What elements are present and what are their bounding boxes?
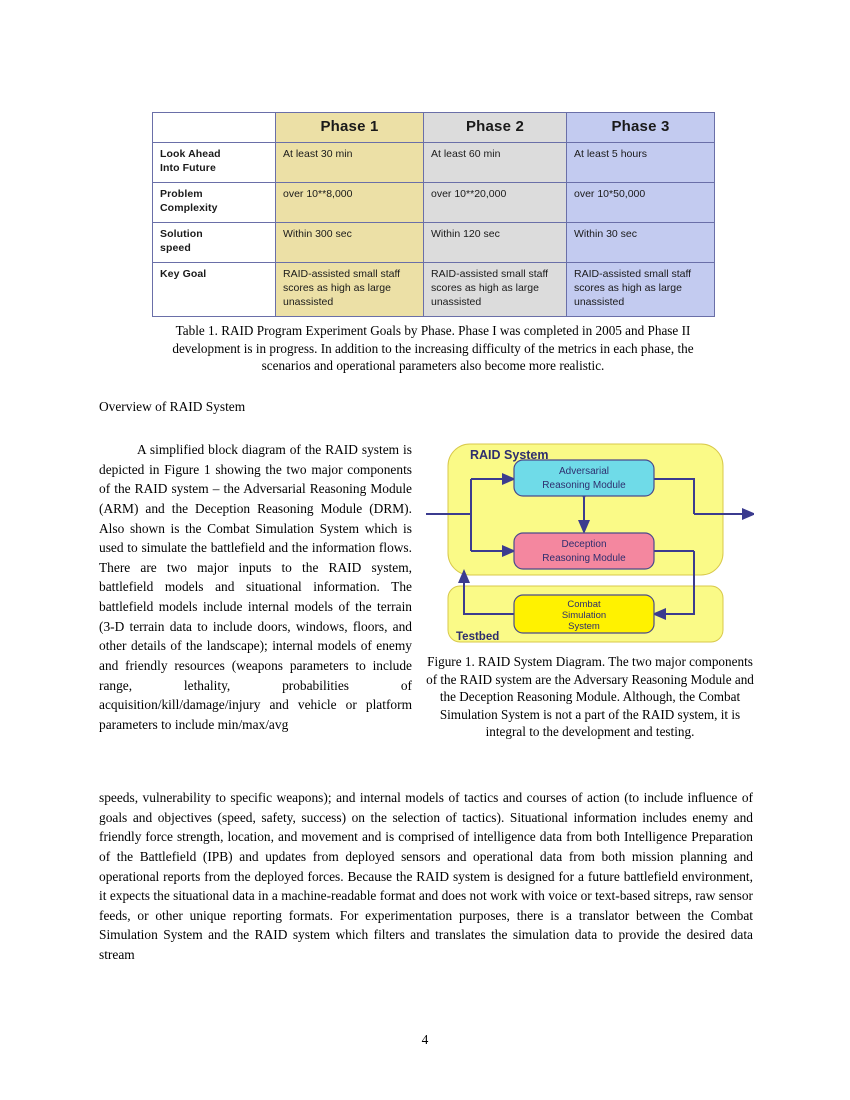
row-label-line2: speed [160,241,191,254]
row-label-line2: Into Future [160,161,216,174]
cell-look-ahead-p2: At least 60 min [424,142,567,182]
table-corner-cell [153,113,276,143]
row-label-line1: Look Ahead [160,147,221,160]
row-label-line2: Complexity [160,201,218,214]
cell-problem-complexity-p2: over 10**20,000 [424,182,567,222]
figure-caption: Figure 1. RAID System Diagram. The two major components of the RAID system are the Adversary Reasoning Module and the Deception Reasoning Module. Although, the Combat Simulation System is not a part of the RAID system, it is integral to the development and testing. [426,654,754,740]
arm-label-line2: Reasoning Module [542,480,626,491]
row-label-line1: Key Goal [160,267,207,280]
table-header-phase-3: Phase 3 [567,113,715,143]
table-header-phase-2: Phase 2 [424,113,567,143]
cell-key-goal-p1: RAID-assisted small staff scores as high as large unassisted [276,262,424,316]
table-row [153,222,715,262]
css-label-line1: Combat [567,599,601,610]
cell-solution-speed-p1: Within 300 sec [276,222,424,262]
row-label-look-ahead [153,142,276,182]
page-number: 4 [421,1032,429,1047]
row-label-key-goal [153,262,276,316]
table-header-row [153,113,715,143]
drm-label-line2: Reasoning Module [542,553,626,564]
row-label-problem-complexity [153,182,276,222]
css-label-line3: System [568,621,600,632]
goals-table-container [152,112,714,317]
drm-label-line1: Deception [561,539,607,550]
body-full-width-paragraph: speeds, vulnerability to specific weapons); and internal models of tactics and courses of action (to include influence of goals and objectives (speed, safety, success) on the selection of tactics). Situational information includes enemy and friendly force strength, location, and movement and is comprised of intelligence data from both Intelligence Preparation of the Battlefield (IPB) and updates from deployed sensors and operational data from both mission planning and operational reports from the deployed forces. Because the RAID system is designed for a future battlefield environment, it expects the situational data in a machine-readable format and does not work with voice or text-based sitreps, raw sensor feeds, or other unique reporting formats. For experimentation purposes, there is a translator between the Combat Simulation System and the RAID system which filters and translates the simulation data to provide the desired data stream [99,790,753,962]
table-header-phase-1: Phase 1 [276,113,424,143]
table-row [153,262,715,316]
cell-solution-speed-p3: Within 30 sec [567,222,715,262]
row-label-line1: Solution [160,227,203,240]
row-label-line1: Problem [160,187,203,200]
raid-system-label: RAID System [470,448,549,462]
arm-label-line1: Adversarial [558,466,610,477]
goals-table [152,112,715,317]
cell-look-ahead-p1: At least 30 min [276,142,424,182]
table-caption: Table 1. RAID Program Experiment Goals by Phase. Phase I was completed in 2005 and Phase II development is in progress. In addition to the increasing difficulty of the metrics in each phase, the scenarios and operational parameters also become more realistic. [172,323,694,374]
cell-problem-complexity-p3: over 10*50,000 [567,182,715,222]
row-label-solution-speed [153,222,276,262]
raid-system-diagram [426,438,754,653]
cell-problem-complexity-p1: over 10**8,000 [276,182,424,222]
cell-solution-speed-p2: Within 120 sec [424,222,567,262]
section-heading: Overview of RAID System [99,399,246,414]
table-row [153,142,715,182]
cell-key-goal-p2: RAID-assisted small staff scores as high as large unassisted [424,262,567,316]
testbed-label: Testbed [456,631,500,643]
table-row [153,182,715,222]
body-left-column: A simplified block diagram of the RAID system is depicted in Figure 1 showing the two major components of the RAID system – the Adversarial Reasoning Module (ARM) and the Deception Reasoning Module (DRM). Also shown is the Combat Simulation System which is used to simulate the battlefield and the information flows. There are two major inputs to the RAID system, battlefield models and situational information. The battlefield models include internal models of the terrain (3-D terrain data to include doors, windows, floors, and other details of the landscape); internal models of enemy and friendly resources (weapons parameters to include range, lethality, probabilities of acquisition/kill/damage/injury and vehicle or platform parameters to include min/max/avg [99,442,412,732]
cell-key-goal-p3: RAID-assisted small staff scores as high as large unassisted [567,262,715,316]
cell-look-ahead-p3: At least 5 hours [567,142,715,182]
css-label-line2: Simulation [561,610,607,621]
